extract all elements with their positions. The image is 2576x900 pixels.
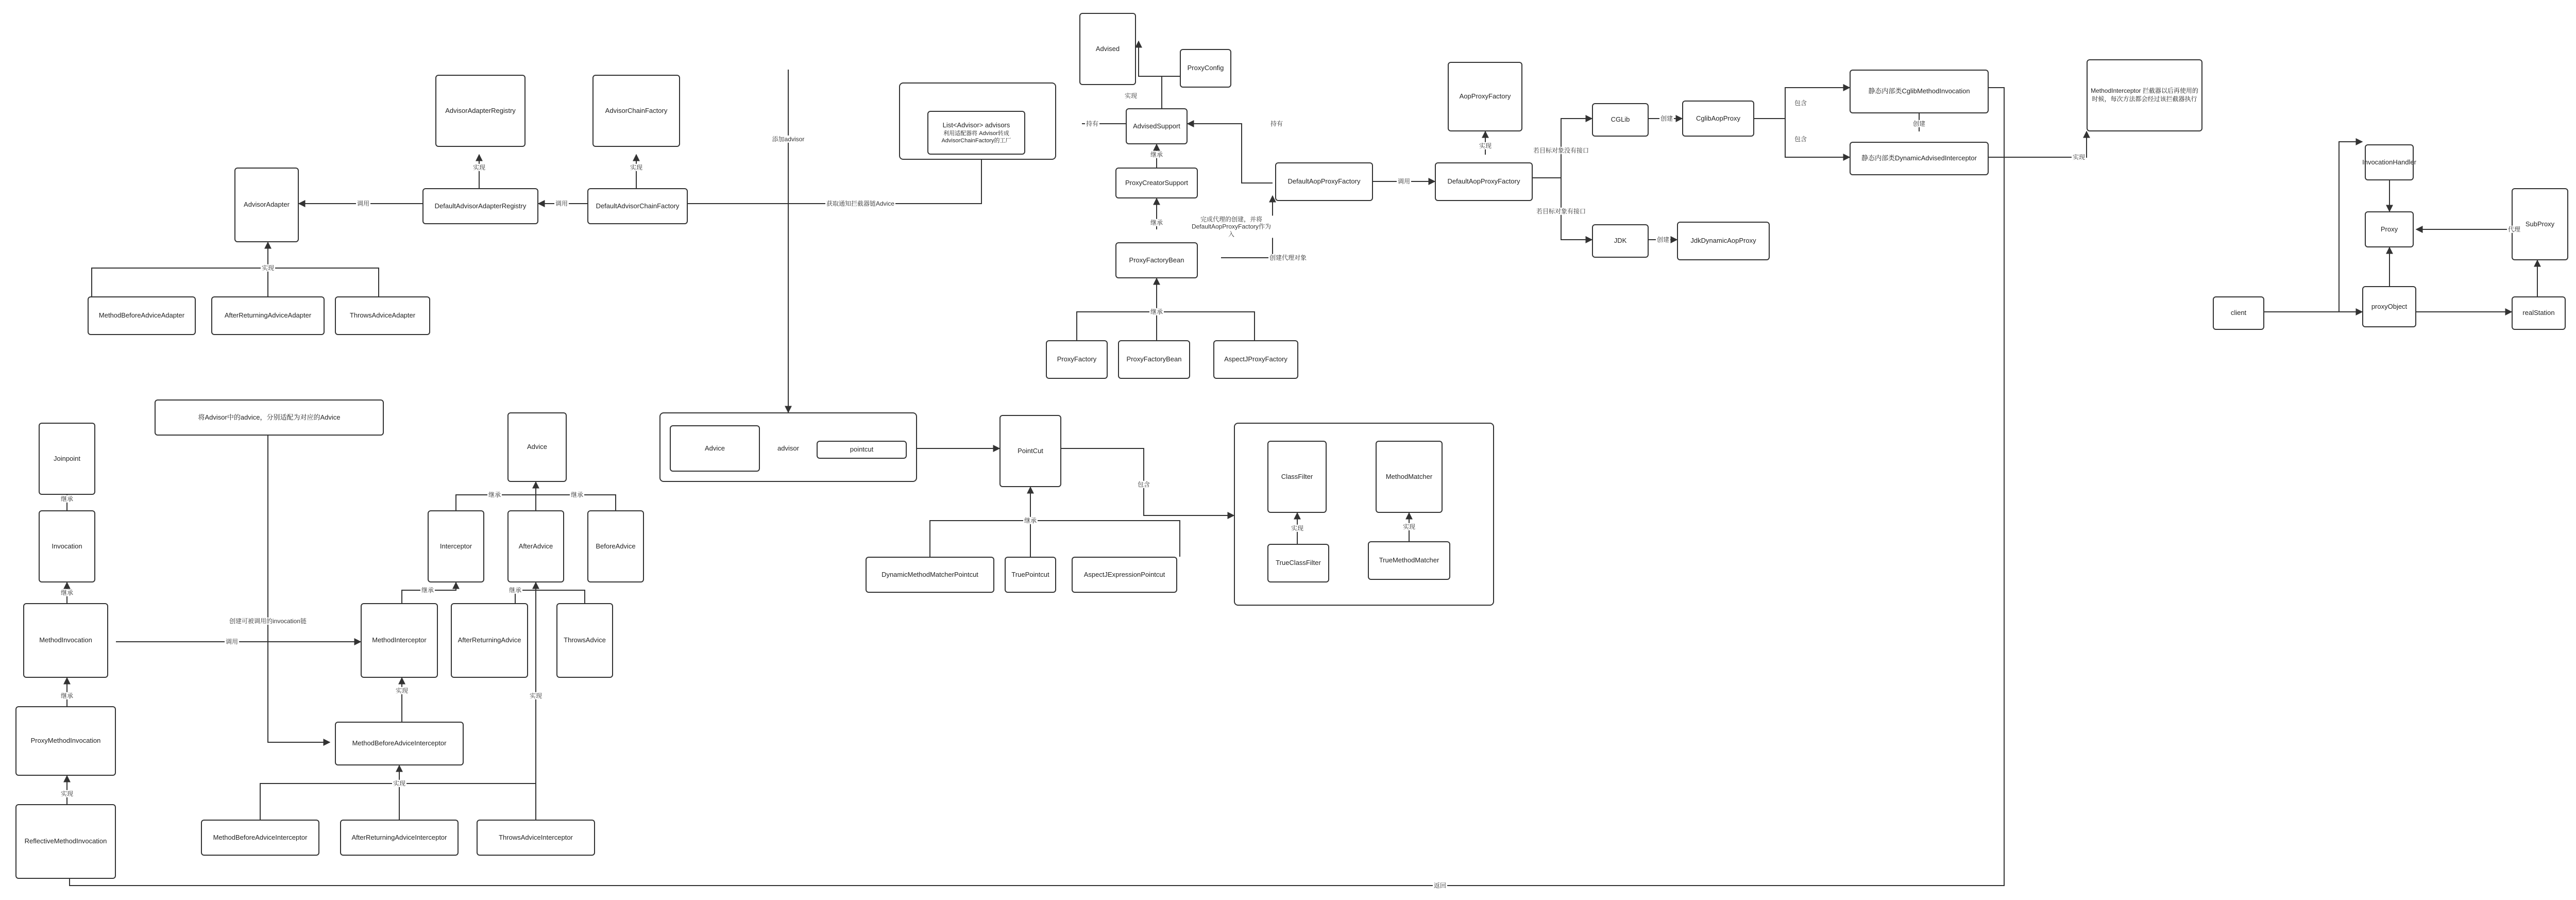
lbl-create-2: 创建 xyxy=(1656,236,1670,243)
lbl-create-3: 创建 xyxy=(1912,120,1926,127)
default-aop-proxy-factory-node[interactable]: DefaultAopProxyFactory xyxy=(1275,162,1373,201)
lbl-hold-2: 持有 xyxy=(1270,120,1283,127)
lbl-cglib-proxy: 若目标对象没有接口 xyxy=(1533,146,1589,154)
method-interceptor-node[interactable]: MethodInterceptor xyxy=(361,603,438,678)
aop-proxy-factory-node[interactable]: AopProxyFactory xyxy=(1448,62,1522,131)
proxy-method-invocation-node[interactable]: ProxyMethodInvocation xyxy=(15,706,116,776)
lbl-add-advisor: 添加advisor xyxy=(772,135,805,143)
lbl-impl-11: 实现 xyxy=(1291,524,1304,532)
advisor-adapter-registry-node[interactable]: AdvisorAdapterRegistry xyxy=(435,75,526,147)
advisor-box-advice[interactable]: Advice xyxy=(670,425,760,472)
jdk-dynamic-aop-proxy-node[interactable]: JdkDynamicAopProxy xyxy=(1677,222,1770,260)
lbl-inherit-7: 继承 xyxy=(488,491,501,498)
lbl-inherit-6: 继承 xyxy=(60,692,74,699)
cglib-method-invocation-node[interactable]: 静态内部类CglibMethodInvocation xyxy=(1850,70,1989,113)
lbl-hold-1: 持有 xyxy=(1086,120,1099,127)
cglib-node[interactable]: CGLib xyxy=(1592,103,1649,137)
lbl-invoke-interceptor: 创建可被调用的invocation链 xyxy=(229,617,307,625)
jdk-node[interactable]: JDK xyxy=(1592,224,1649,258)
lbl-impl-5: 实现 xyxy=(630,163,643,171)
lbl-impl-6: 实现 xyxy=(261,264,275,272)
list-advisor-node[interactable] xyxy=(927,111,1025,155)
class-filter-node[interactable]: ClassFilter xyxy=(1267,441,1327,513)
pointcut-node[interactable]: PointCut xyxy=(999,415,1061,487)
true-pointcut-node[interactable]: TruePointcut xyxy=(1005,557,1056,593)
aspectj-proxy-factory-node[interactable]: AspectJProxyFactory xyxy=(1213,340,1298,379)
lbl-impl-4: 实现 xyxy=(472,163,486,171)
proxy-node[interactable]: Proxy xyxy=(2365,211,2414,247)
advisor-box-title: advisor xyxy=(768,438,809,459)
throws-advice-interceptor-node[interactable]: ThrowsAdviceInterceptor xyxy=(477,820,595,856)
proxy-factory-bean2-node[interactable]: ProxyFactoryBean xyxy=(1118,340,1190,379)
invocation-node[interactable]: Invocation xyxy=(39,510,95,582)
proxy-factory-node[interactable]: ProxyFactory xyxy=(1046,340,1108,379)
true-class-filter-node[interactable]: TrueClassFilter xyxy=(1267,544,1329,582)
lbl-impl-8: 实现 xyxy=(395,687,409,694)
proxy-creator-support-node[interactable]: ProxyCreatorSupport xyxy=(1115,168,1198,198)
lbl-impl-12: 实现 xyxy=(1402,523,1416,530)
lbl-inherit-4: 继承 xyxy=(60,495,74,503)
lbl-agent-1: 代理 xyxy=(2507,225,2521,233)
lbl-contains-2: 包含 xyxy=(1794,135,1807,143)
lbl-inherit-2: 继承 xyxy=(1150,219,1163,226)
lbl-jdk-proxy: 若目标对象有接口 xyxy=(1536,207,1586,215)
joinpoint-node[interactable]: Joinpoint xyxy=(39,423,95,495)
after-returning-advice-node[interactable]: AfterReturningAdvice xyxy=(451,603,528,678)
lbl-contains-1: 包含 xyxy=(1794,99,1807,107)
method-invocation-node[interactable]: MethodInvocation xyxy=(23,603,108,678)
dynamic-advised-interceptor-node[interactable]: 静态内部类DynamicAdvisedInterceptor xyxy=(1850,142,1989,175)
lbl-impl-3: 实现 xyxy=(2072,153,2086,161)
lbl-inherit-11: 继承 xyxy=(1024,516,1037,524)
interceptor-node[interactable]: Interceptor xyxy=(428,510,484,582)
lbl-impl-2: 实现 xyxy=(1479,142,1492,149)
lbl-impl-1: 实现 xyxy=(1124,92,1138,99)
lbl-impl-10: 实现 xyxy=(393,779,406,787)
sub-proxy-node[interactable]: SubProxy xyxy=(2512,188,2568,260)
lbl-return: 返回 xyxy=(1433,881,1447,889)
method-before-advice-interceptor-node[interactable]: MethodBeforeAdviceInterceptor xyxy=(335,722,464,765)
lbl-call-1: 调用 xyxy=(1397,177,1411,185)
default-aop-proxy-factory2-node[interactable]: DefaultAopProxyFactory xyxy=(1435,162,1533,201)
after-returning-advice-adapter-node[interactable]: AfterReturningAdviceAdapter xyxy=(211,296,325,335)
mba-interceptor-node[interactable]: MethodBeforeAdviceInterceptor xyxy=(201,820,319,856)
dynamic-method-matcher-pointcut-node[interactable]: DynamicMethodMatcherPointcut xyxy=(866,557,994,593)
proxy-config-node[interactable]: ProxyConfig xyxy=(1180,49,1231,88)
true-method-matcher-node[interactable]: TrueMethodMatcher xyxy=(1368,541,1450,580)
lbl-inherit-10: 继承 xyxy=(509,586,522,594)
ara-interceptor-node[interactable]: AfterReturningAdviceInterceptor xyxy=(340,820,459,856)
lbl-call-3: 调用 xyxy=(357,199,370,207)
reflective-method-invocation-node[interactable]: ReflectiveMethodInvocation xyxy=(15,804,116,879)
default-advisor-adapter-registry-node[interactable]: DefaultAdvisorAdapterRegistry xyxy=(422,188,538,224)
method-matcher-node[interactable]: MethodMatcher xyxy=(1376,441,1443,513)
lbl-inherit-3: 继承 xyxy=(1150,308,1163,315)
cglib-aop-proxy-node[interactable]: CglibAopProxy xyxy=(1682,101,1754,137)
real-station-node[interactable]: realStation xyxy=(2512,296,2566,330)
advised-node[interactable]: Advised xyxy=(1079,13,1136,85)
invocation-handler-node[interactable]: InvocationHandler xyxy=(2365,144,2414,180)
advice-node[interactable]: Advice xyxy=(507,412,567,482)
lbl-contains-3: 包含 xyxy=(1137,480,1150,488)
advisor-box-pointcut[interactable]: pointcut xyxy=(817,441,907,459)
lbl-impl-7: 实现 xyxy=(60,790,74,797)
method-interceptor-note-node[interactable]: MethodInterceptor 拦截器以后再使用的时候，每次方法都会经过该拦截器执行 xyxy=(2087,59,2202,131)
lbl-call-4: 调用 xyxy=(225,638,239,645)
adapter-note-node[interactable]: 将Advisor中的advice，分别适配为对应的Advice xyxy=(155,399,384,436)
lbl-call-2: 调用 xyxy=(555,199,568,207)
lbl-inherit-8: 继承 xyxy=(570,491,584,498)
throws-advice-adapter-node[interactable]: ThrowsAdviceAdapter xyxy=(335,296,430,335)
advisor-adapter-node[interactable]: AdvisorAdapter xyxy=(234,168,299,242)
lbl-impl-9: 实现 xyxy=(529,692,543,699)
advised-support-node[interactable]: AdvisedSupport xyxy=(1126,108,1188,144)
lbl-inherit-5: 继承 xyxy=(60,589,74,596)
after-advice-node[interactable]: AfterAdvice xyxy=(507,510,564,582)
list-advisor-note: 利用适配器将 Advisor转成 AdvisorChainFactory的工厂 xyxy=(941,130,1011,144)
lbl-create-proxy-note: 完成代理的创建，并将 DefaultAopProxyFactory作为入 xyxy=(1189,215,1274,238)
lbl-create-1: 创建 xyxy=(1660,114,1673,122)
lbl-inherit-9: 继承 xyxy=(421,586,434,594)
method-before-advice-adapter-node[interactable]: MethodBeforeAdviceAdapter xyxy=(88,296,196,335)
list-advisor-title: List<Advisor> advisors xyxy=(942,121,1010,129)
default-advisor-chain-factory-node[interactable]: DefaultAdvisorChainFactory xyxy=(587,188,688,224)
advisor-chain-factory-node[interactable]: AdvisorChainFactory xyxy=(592,75,680,147)
aspectj-expression-pointcut-node[interactable]: AspectJExpressionPointcut xyxy=(1072,557,1177,593)
lbl-get-chain: 获取通知拦截器链Advice xyxy=(826,199,895,207)
lbl-create-proxy: 创建代理对象 xyxy=(1269,254,1307,261)
client-node[interactable]: client xyxy=(2213,296,2264,330)
proxy-object-node[interactable]: proxyObject xyxy=(2362,286,2416,327)
throws-advice-node[interactable]: ThrowsAdvice xyxy=(556,603,613,678)
lbl-inherit-1: 继承 xyxy=(1150,151,1163,158)
proxy-factory-bean-node[interactable]: ProxyFactoryBean xyxy=(1115,242,1198,278)
before-advice-node[interactable]: BeforeAdvice xyxy=(587,510,644,582)
